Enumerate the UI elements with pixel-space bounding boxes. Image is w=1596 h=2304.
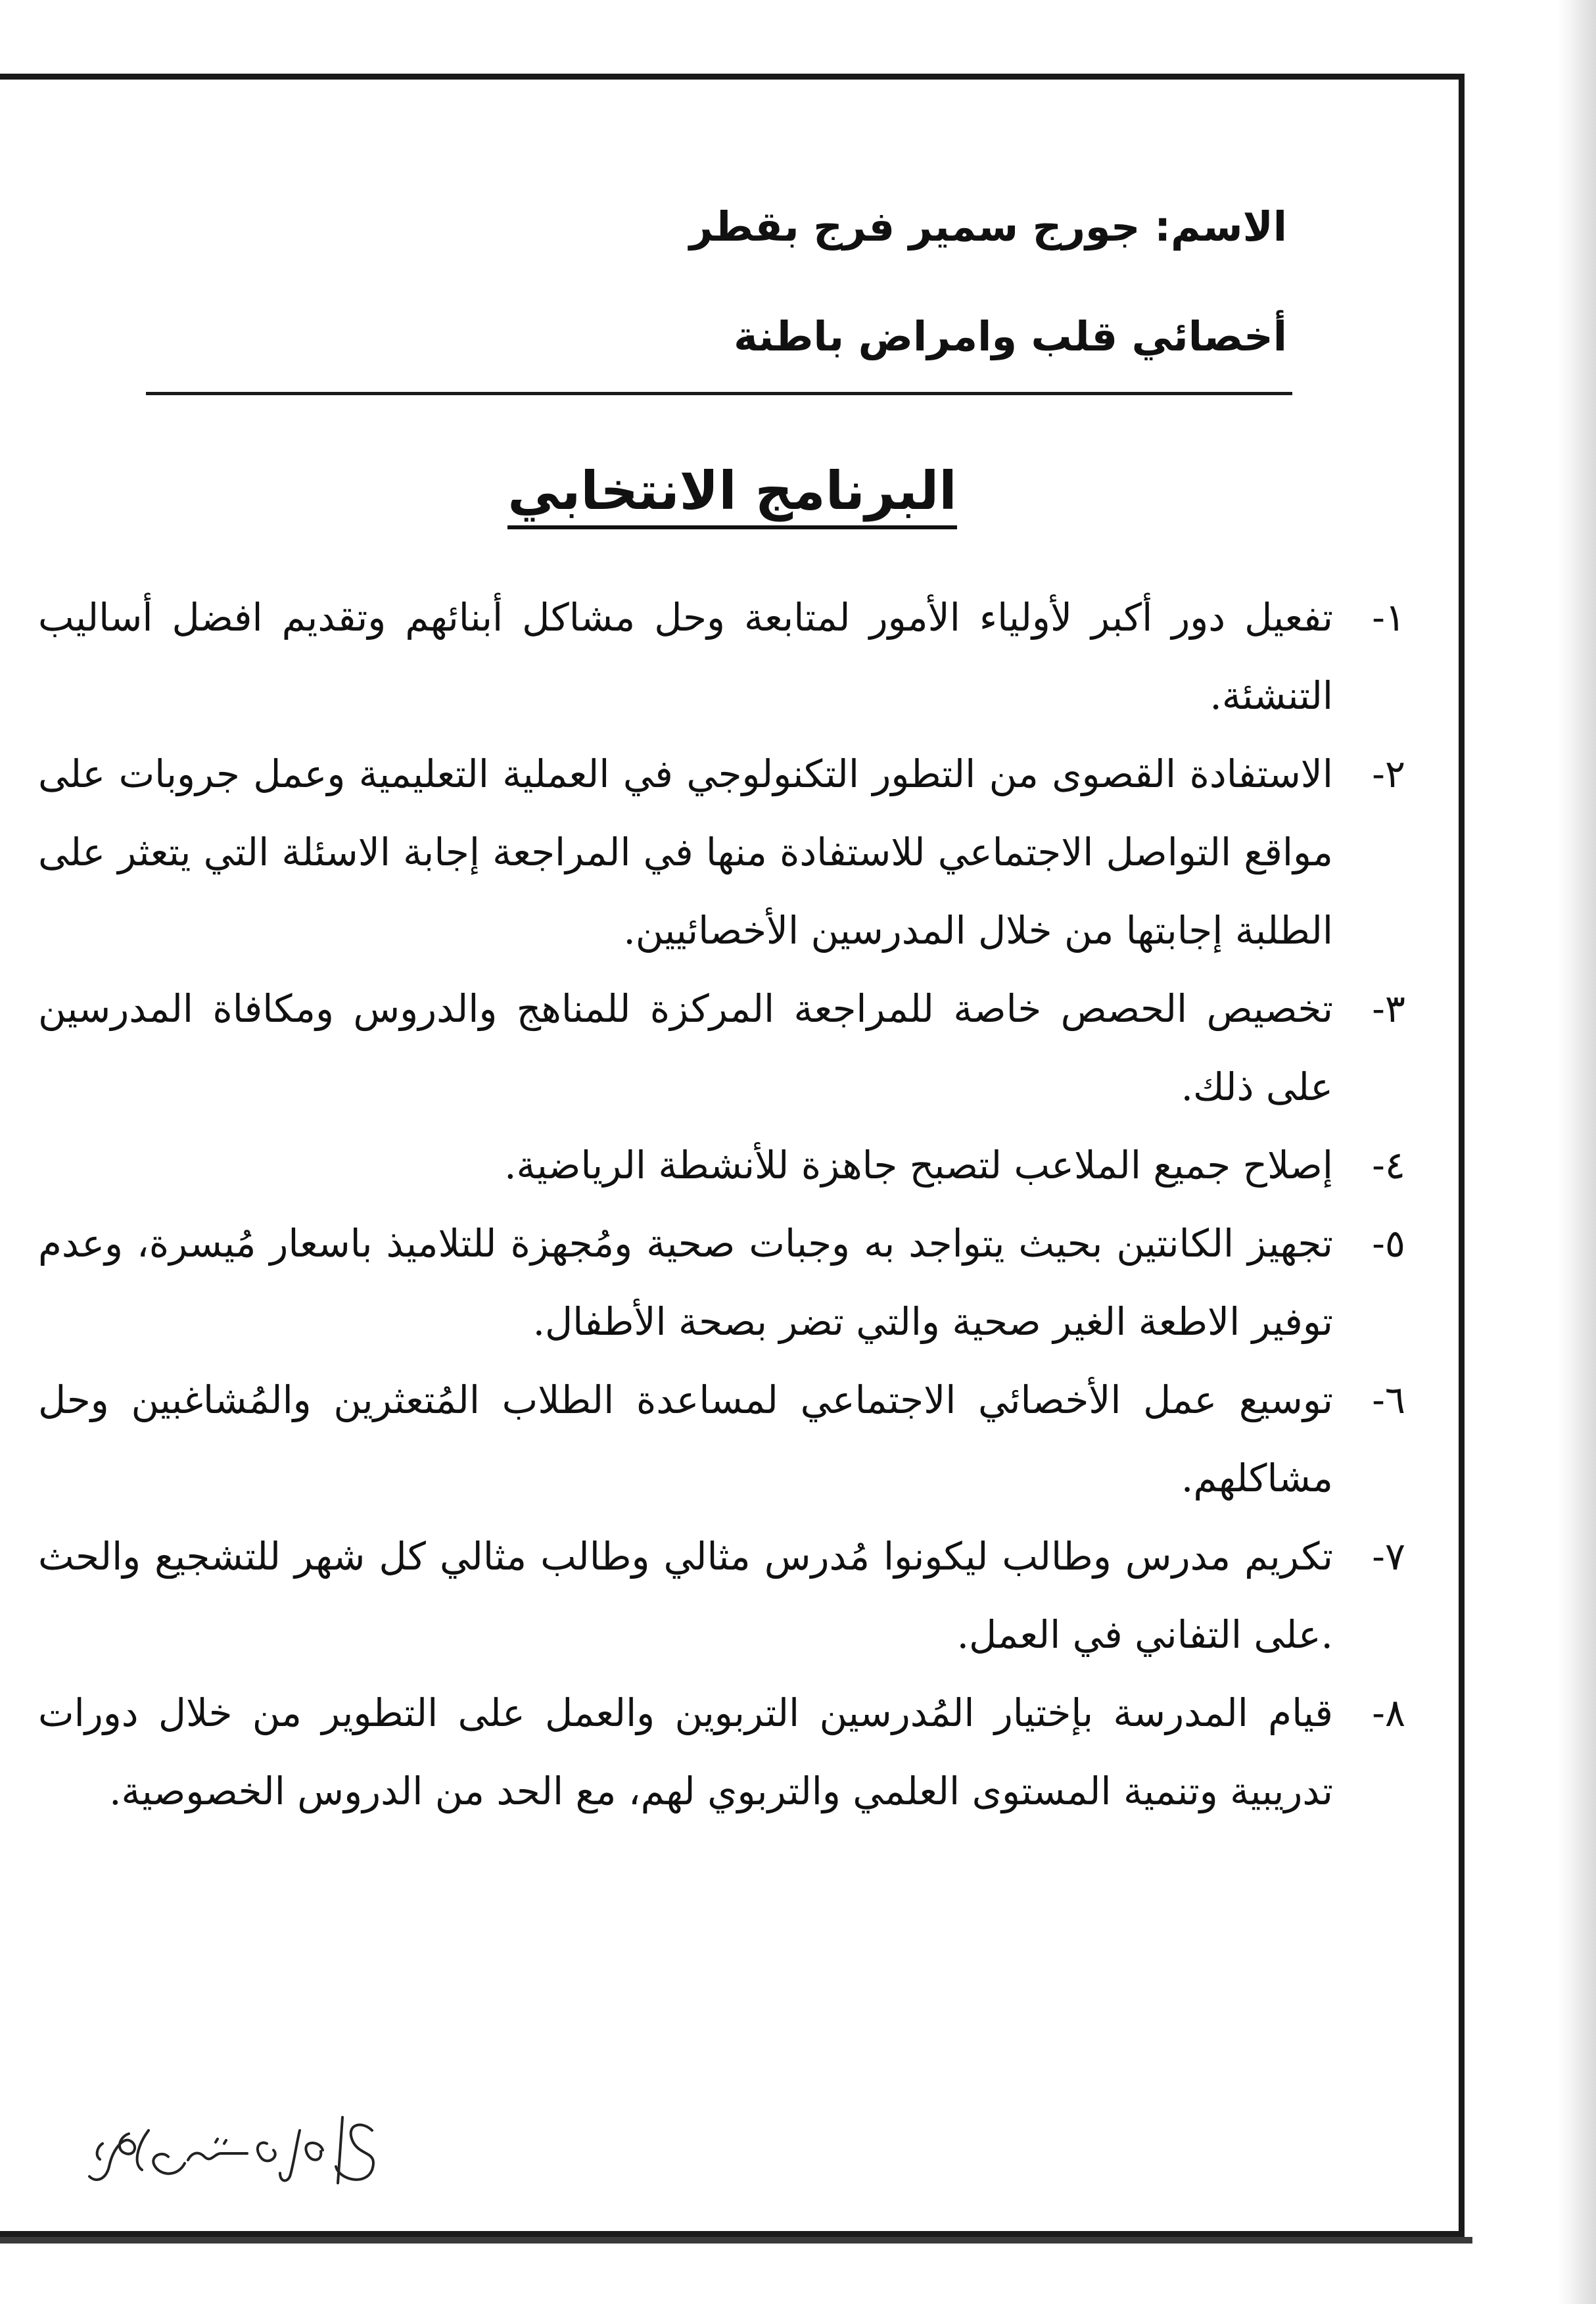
- program-item-number: ٨-: [1372, 1691, 1405, 1735]
- candidate-name: الاسم: جورج سمير فرج بقطر: [689, 203, 1287, 251]
- program-item: [38, 1518, 1405, 1674]
- program-item: [38, 735, 1405, 970]
- program-item-number: ٤-: [1372, 1143, 1405, 1188]
- candidate-specialty: أخصائي قلب وامراض باطنة: [734, 312, 1287, 360]
- program-list: [38, 579, 1405, 1831]
- document-title-text: البرنامج الانتخابي: [507, 460, 956, 529]
- page-frame-shadow: [0, 2237, 1472, 2244]
- program-item-text: تفعيل دور أكبر لأولياء الأمور لمتابعة وحل مشاكل أبنائهم وتقديم افضل أساليب التنشئة.: [38, 595, 1333, 718]
- program-item: [38, 1361, 1405, 1518]
- program-item: [38, 1674, 1405, 1831]
- program-item-text: تخصيص الحصص خاصة للمراجعة المركزة للمناهج والدروس ومكافاة المدرسين على ذلك.: [38, 986, 1333, 1109]
- program-item-text: إصلاح جميع الملاعب لتصبح جاهزة للأنشطة الرياضية.: [504, 1143, 1333, 1188]
- signature-drawing: [63, 2104, 392, 2190]
- program-item-text: توسيع عمل الأخصائي الاجتماعي لمساعدة الطلاب المُتعثرين والمُشاغبين وحل مشاكلهم.: [38, 1378, 1333, 1500]
- program-item-number: ٥-: [1372, 1221, 1405, 1266]
- program-item: [38, 1126, 1405, 1205]
- program-item-number: ٦-: [1372, 1378, 1405, 1422]
- program-item-text: الاستفادة القصوى من التطور التكنولوجي في العملية التعليمية وعمل جروبات على مواقع التواصل الاجتماعي للاستفادة منها في المراجعة إجابة الاسئلة التي يتعثر على الطلبة إجابتها من خلال المدرسين الأخصائيين.: [38, 752, 1333, 953]
- program-item: [38, 1205, 1405, 1361]
- program-item-text: قيام المدرسة بإختيار المُدرسين التربوين والعمل على التطوير من خلال دورات تدريبية وتنمية المستوى العلمي والتربوي لهم، مع الحد من الدروس الخصوصية.: [38, 1691, 1333, 1813]
- program-item-text: تجهيز الكانتين بحيث يتواجد به وجبات صحية ومُجهزة للتلاميذ باسعار مُيسرة، وعدم توفير الاطعة الغير صحية والتي تضر بصحة الأطفال.: [38, 1221, 1333, 1344]
- handwritten-signature: [63, 2104, 392, 2190]
- program-item-number: ١-: [1372, 595, 1405, 640]
- program-item-number: ٧-: [1372, 1534, 1405, 1579]
- program-item-text: تكريم مدرس وطالب ليكونوا مُدرس مثالي وطالب مثالي كل شهر للتشجيع والحث .على التفاني في العمل.: [38, 1534, 1333, 1657]
- program-item: [38, 579, 1405, 735]
- program-item: [38, 970, 1405, 1126]
- document-title: [0, 460, 1465, 521]
- program-item-number: ٣-: [1372, 986, 1405, 1031]
- header-divider: [146, 392, 1292, 395]
- program-item-number: ٢-: [1372, 752, 1405, 796]
- scan-edge: [1557, 0, 1596, 2304]
